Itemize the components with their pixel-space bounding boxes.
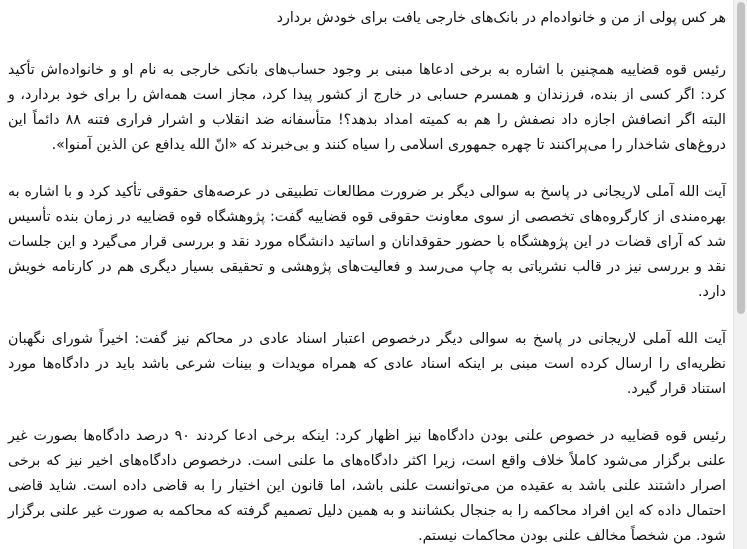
vertical-scrollbar[interactable]	[733, 0, 747, 549]
paragraph-ordinary-documents: آیت الله آملی لاریجانی در پاسخ به سوالی دیگر درخصوص اعتبار اسناد عادی در محاکم نیز گفت: اخیراً شورای نگهبان نظریه‌ای را ارسال کرده است مبنی بر اینکه اسناد عادی که همراه مویدات و بینات شرعی باشد باید در دادگاه‌ها مورد استناد قرار گیرد.	[8, 331, 726, 397]
scrollbar-thumb[interactable]	[737, 2, 745, 314]
article-heading: هر کس پولی از من و خانواده‌ام در بانک‌های خارجی یافت برای خودش بردارد	[276, 10, 726, 26]
paragraph-public-trials: رئیس قوه قضاییه در خصوص علنی بودن دادگاه‌ها نیز اظهار کرد: اینکه برخی ادعا کردند ۹۰ درصد دادگاه‌ها بصورت غیر علنی برگزار می‌شود کاملاً خلاف واقع است، زیرا اکثر دادگاه‌های ما علنی است. درخصوص دادگاه‌های اخیر نیز که برخی اصرار داشتند علنی باشد به عقیده من می‌توانست علنی باشد، اما قانون این اختیار را به قاضی داده است. شاید قاضی احتمال داده که این افراد محاکمه را به جنجال بکشانند و به همین دلیل تصمیم گرفته که محاکمه به صورت غیر علنی برگزار شود. من شخصاً مخالف علنی بودن محاکمات نیستم.	[8, 428, 726, 544]
paragraph-comparative-studies: آیت الله آملی لاریجانی در پاسخ به سوالی دیگر بر ضرورت مطالعات تطبیقی در عرصه‌های حقوقی تأکید کرد و با اشاره به بهره‌مندی از کارگروه‌های تخصصی از سوی معاونت حقوقی قوه قضاییه گفت: پژوهشگاه قوه قضاییه در زمان بنده تأسیس شد که آرای قضات در این پژوهشگاه با حضور حقوقدانان و اساتید دانشگاه مورد نقد و بررسی قرار می‌گیرد و این جلسات نقد و بررسی نیز در قالب نشریاتی به چاپ می‌رسد و فعالیت‌های پژوهشی و تحقیقی بسیار دیگری هم در کارنامه خویش دارد.	[8, 184, 726, 300]
article-body	[8, 6, 726, 549]
paragraph-bank-accounts: رئیس قوه قضاییه همچنین با اشاره به برخی ادعاها مبنی بر وجود حساب‌های بانکی خارجی به نام او و خانواده‌اش تأکید کرد: اگر کسی از بنده، فرزندان و همسرم حسابی در خارج از کشور پیدا کرد، مجاز است همه‌اش را برای خود بردارد، و البته اگر انصافش اجازه داد نصفش را هم به کمیته امداد بدهد؟! متأسفانه ضد انقلاب و اشرار فراری فتنه ۸۸ دائماً این دروغ‌های شاخدار را می‌پراکنند تا چهره جمهوری اسلامی را سیاه کنند و بی‌خبرند که «انّ الله یدافع عن الذین آمنوا».	[8, 62, 726, 153]
